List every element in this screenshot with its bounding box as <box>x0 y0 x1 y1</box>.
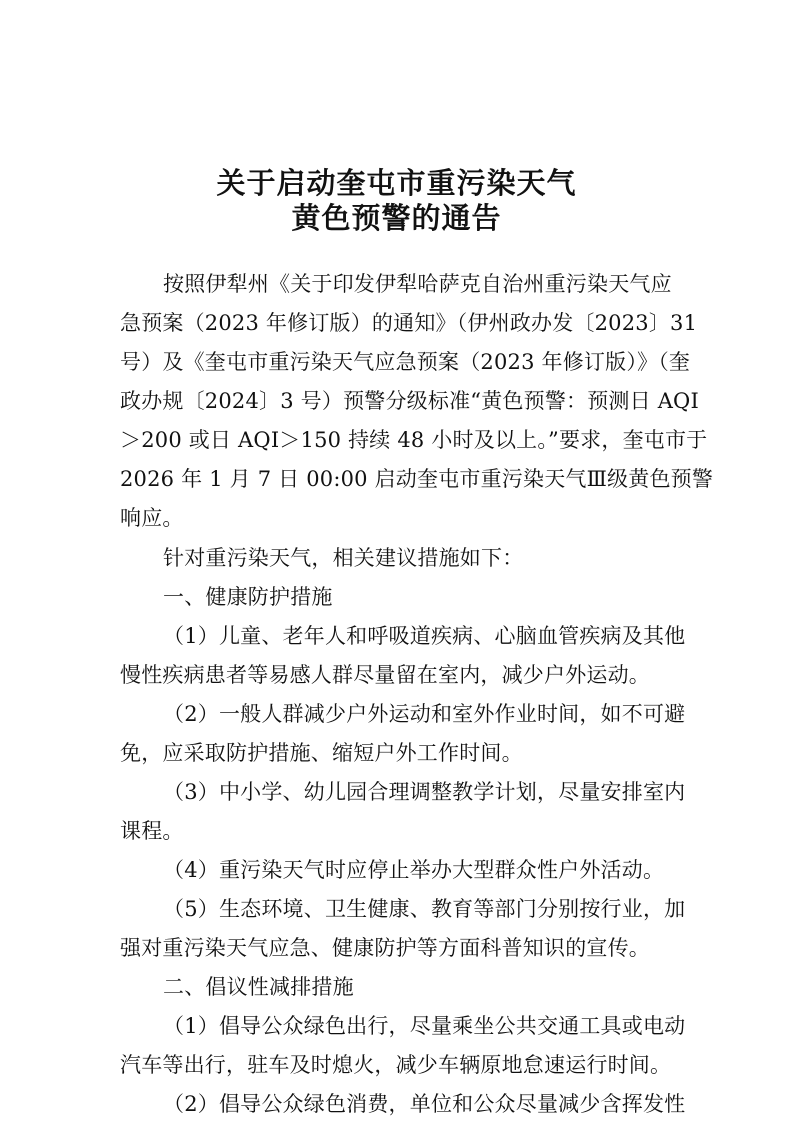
paragraph-line: 号）及《奎屯市重污染天气应急预案（2023 年修订版）》（奎 <box>120 350 691 374</box>
paragraph-line: 急预案（2023 年修订版）的通知》（伊州政办发〔2023〕31 <box>120 311 698 335</box>
paragraph-line: 免，应采取防护措施、缩短户外工作时间。 <box>120 741 523 765</box>
section-heading: 一、健康防护措施 <box>163 585 333 609</box>
section-heading: 二、倡议性减排措施 <box>163 975 354 999</box>
paragraph-line: 政办规〔2024〕3 号）预警分级标准“黄色预警：预测日 AQI <box>120 389 699 413</box>
paragraph-line: 慢性疾病患者等易感人群尽量留在室内，减少户外运动。 <box>120 663 650 687</box>
paragraph-line: （1）倡导公众绿色出行，尽量乘坐公共交通工具或电动 <box>163 1014 686 1038</box>
document-title-line-2: 黄色预警的通告 <box>291 201 502 235</box>
paragraph-line: （4）重污染天气时应停止举办大型群众性户外活动。 <box>163 858 665 882</box>
paragraph-line: （3）中小学、幼儿园合理调整教学计划，尽量安排室内 <box>163 780 686 804</box>
paragraph-line: （1）儿童、老年人和呼吸道疾病、心脑血管疾病及其他 <box>163 624 686 648</box>
paragraph-line: （2）一般人群减少户外运动和室外作业时间，如不可避 <box>163 702 686 726</box>
paragraph-line: （5）生态环境、卫生健康、教育等部门分别按行业，加 <box>163 897 686 921</box>
paragraph-line: （2）倡导公众绿色消费，单位和公众尽量减少含挥发性 <box>163 1092 686 1116</box>
paragraph-line: 强对重污染天气应急、健康防护等方面科普知识的宣传。 <box>120 936 650 960</box>
paragraph-line: ＞200 或日 AQI＞150 持续 48 小时及以上。”要求，奎屯市于 <box>120 428 708 452</box>
paragraph-line: 2026 年 1 月 7 日 00:00 启动奎屯市重污染天气Ⅲ级黄色预警 <box>120 467 714 491</box>
paragraph-line: 针对重污染天气，相关建议措施如下： <box>163 546 524 570</box>
paragraph-line: 响应。 <box>120 506 184 530</box>
paragraph-line: 课程。 <box>120 819 184 843</box>
paragraph-line: 按照伊犁州《关于印发伊犁哈萨克自治州重污染天气应 <box>163 272 672 296</box>
paragraph-line: 汽车等出行，驻车及时熄火，减少车辆原地怠速运行时间。 <box>120 1053 672 1077</box>
document-title-line-1: 关于启动奎屯市重污染天气 <box>216 166 577 200</box>
